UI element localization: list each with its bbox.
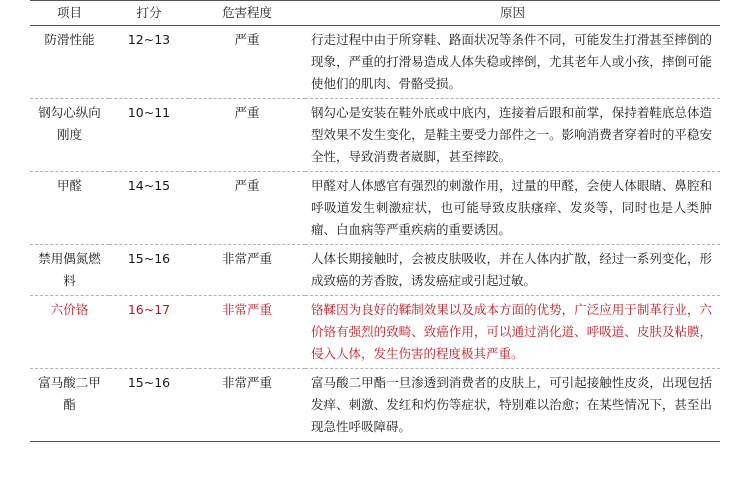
cell-score: 10~11: [127, 105, 171, 120]
cell-score: 16~17: [127, 302, 171, 317]
cell-item: 禁用偶氮燃料: [38, 251, 101, 288]
table-row: [30, 369, 720, 442]
cell-harm: 严重: [234, 105, 260, 120]
table-row: [30, 172, 720, 245]
cell-score: 14~15: [127, 178, 171, 193]
cell-item: 甲醛: [56, 178, 82, 193]
cell-item: 钢勾心纵向刚度: [38, 105, 101, 142]
cell-reason: 富马酸二甲酯一旦渗透到消费者的皮肤上，可引起接触性皮炎，出现包括发痒、刺激、发红和灼伤等症状，特别难以治愈；在某些情况下，甚至出现急性呼吸障碍。: [311, 375, 712, 434]
cell-item: 六价铬: [50, 302, 89, 317]
cell-item: 防滑性能: [44, 32, 95, 47]
cell-harm: 非常严重: [221, 302, 272, 317]
table-row: [30, 245, 720, 296]
cell-score: 12~13: [127, 32, 171, 47]
cell-reason: 人体长期接触时，会被皮肤吸收，并在人体内扩散，经过一系列变化，形成致癌的芳香胺，诱发癌症或引起过敏。: [311, 251, 712, 288]
table-row: [30, 26, 720, 99]
cell-reason: 铬鞣因为良好的鞣制效果以及成本方面的优势，广泛应用于制革行业，六价铬有强烈的致畸、致癌作用，可以通过消化道、呼吸道、皮肤及粘膜，侵入人体，发生伤害的程度极其严重。: [311, 302, 712, 361]
header-reason: 原因: [499, 5, 525, 20]
cell-reason: 钢勾心是安装在鞋外底或中底内，连接着后跟和前掌，保持着鞋底总体造型效果不发生变化，是鞋主要受力部件之一。影响消费者穿着时的平稳安全性，导致消费者崴脚，甚至摔跤。: [311, 105, 712, 164]
cell-score: 15~16: [127, 375, 171, 390]
cell-reason: 甲醛对人体感官有强烈的刺激作用，过量的甲醛，会使人体眼睛、鼻腔和呼吸道发生刺激症状，也可能导致皮肤瘙痒、发炎等，同时也是人类肿瘤、白血病等严重疾病的重要诱因。: [311, 178, 712, 237]
hazard-table: [30, 0, 720, 442]
header-score: 打分: [136, 5, 162, 20]
cell-reason: 行走过程中由于所穿鞋、路面状况等条件不同，可能发生打滑甚至摔倒的现象，严重的打滑易造成人体失稳或摔倒，尤其老年人或小孩，摔倒可能使他们的肌肉、骨骼受损。: [311, 32, 712, 91]
cell-harm: 严重: [234, 178, 260, 193]
cell-harm: 严重: [234, 32, 260, 47]
table-row: [30, 99, 720, 172]
table-header-row: [30, 1, 720, 26]
cell-item: 富马酸二甲酯: [38, 375, 101, 412]
table-row-highlighted: [30, 296, 720, 369]
header-harm: 危害程度: [221, 5, 272, 20]
header-item: 项目: [56, 5, 82, 20]
cell-score: 15~16: [127, 251, 171, 266]
cell-harm: 非常严重: [221, 375, 272, 390]
cell-harm: 非常严重: [221, 251, 272, 266]
